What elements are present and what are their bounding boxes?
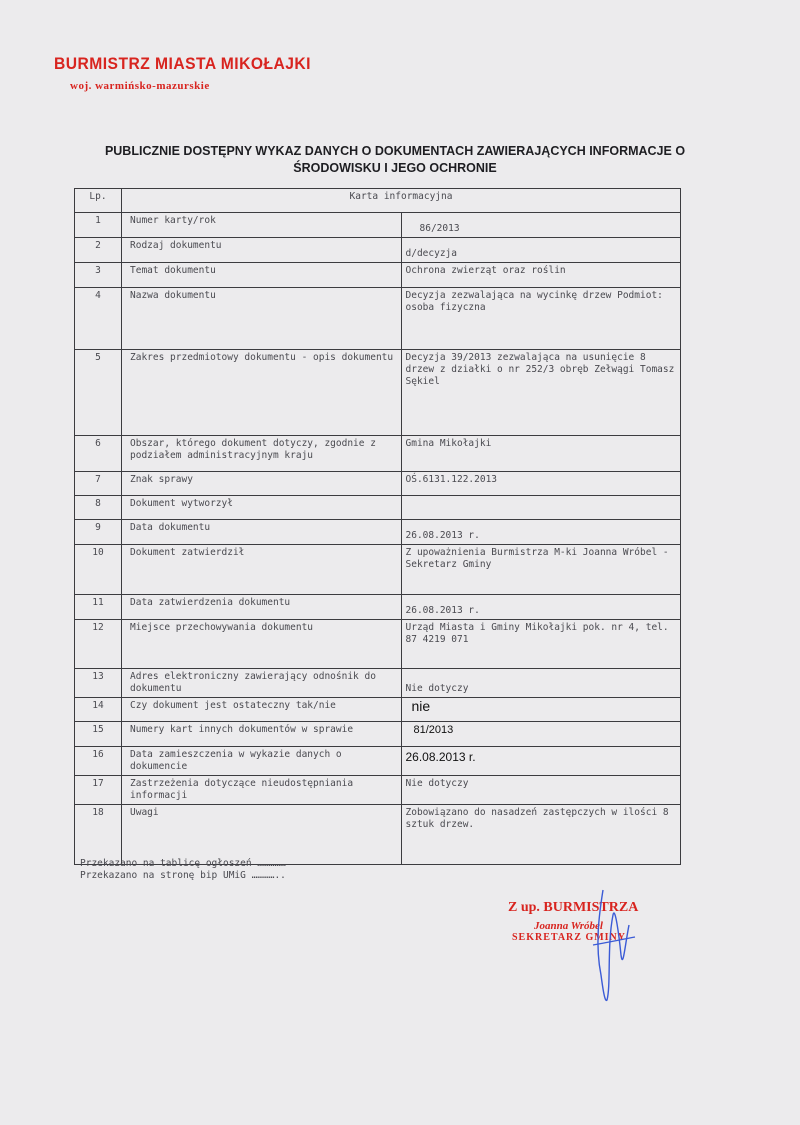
row-value: Z upoważnienia Burmistrza M-ki Joanna Wróbel - Sekretarz Gminy (401, 545, 681, 595)
row-value (401, 496, 681, 520)
table-row (75, 722, 681, 747)
row-value: 86/2013 (401, 213, 681, 238)
table-row (75, 776, 681, 805)
row-number: 10 (75, 545, 122, 595)
row-label: Miejsce przechowywania dokumentu (122, 620, 402, 669)
row-number: 2 (75, 238, 122, 263)
table-row (75, 805, 681, 865)
row-number: 5 (75, 350, 122, 436)
table-row (75, 545, 681, 595)
row-value: 26.08.2013 r. (401, 747, 681, 776)
stamp-line-2: woj. warmińsko-mazurskie (70, 80, 210, 92)
row-number: 3 (75, 263, 122, 288)
row-value: Decyzja 39/2013 zezwalająca na usunięcie 8 drzew z działki o nr 252/3 obręb Zełwągi Tomasz Sękiel (401, 350, 681, 436)
row-label: Nazwa dokumentu (122, 288, 402, 350)
row-value: d/decyzja (401, 238, 681, 263)
row-value: Decyzja zezwalająca na wycinkę drzew Podmiot: osoba fizyczna (401, 288, 681, 350)
table-row (75, 213, 681, 238)
row-number: 17 (75, 776, 122, 805)
row-number: 8 (75, 496, 122, 520)
row-number: 13 (75, 669, 122, 698)
footer-line-bip: Przekazano na stronę bip UMiG ………….. (80, 870, 286, 881)
footer-line-board: Przekazano na tablicę ogłoszeń …………… (80, 858, 286, 869)
row-label: Dokument zatwierdził (122, 545, 402, 595)
row-value: Ochrona zwierząt oraz roślin (401, 263, 681, 288)
row-label: Dokument wytworzył (122, 496, 402, 520)
row-label: Znak sprawy (122, 472, 402, 496)
table-row (75, 263, 681, 288)
row-value: Zobowiązano do nasadzeń zastępczych w ilości 8 sztuk drzew. (401, 805, 681, 865)
row-number: 15 (75, 722, 122, 747)
row-number: 9 (75, 520, 122, 545)
row-value: Urząd Miasta i Gminy Mikołajki pok. nr 4, tel. 87 4219 071 (401, 620, 681, 669)
row-label: Czy dokument jest ostateczny tak/nie (122, 698, 402, 722)
row-number: 7 (75, 472, 122, 496)
row-label: Numer karty/rok (122, 213, 402, 238)
row-label: Adres elektroniczny zawierający odnośnik do dokumentu (122, 669, 402, 698)
signature-stamp-line-2: Joanna Wróbel (534, 920, 603, 932)
row-label: Temat dokumentu (122, 263, 402, 288)
row-value: Gmina Mikołajki (401, 436, 681, 472)
row-number: 14 (75, 698, 122, 722)
handwritten-signature (585, 885, 645, 1010)
page-title: PUBLICZNIE DOSTĘPNY WYKAZ DANYCH O DOKUMENTACH ZAWIERAJĄCYCH INFORMACJE O ŚRODOWISKU I JEGO OCHRONIE (104, 144, 686, 175)
signature-stamp-line-3: SEKRETARZ GMINY (512, 932, 626, 943)
row-label: Zastrzeżenia dotyczące nieudostępniania informacji (122, 776, 402, 805)
table-row (75, 496, 681, 520)
row-value: nie (401, 698, 681, 722)
info-card-table (74, 188, 681, 865)
table-row (75, 350, 681, 436)
table-row (75, 620, 681, 669)
table-row (75, 436, 681, 472)
table-row (75, 288, 681, 350)
row-label: Data zatwierdzenia dokumentu (122, 595, 402, 620)
official-stamp-header (54, 54, 333, 92)
table-row (75, 747, 681, 776)
column-header-lp: Lp. (75, 189, 122, 213)
row-value: 26.08.2013 r. (401, 595, 681, 620)
row-value: OŚ.6131.122.2013 (401, 472, 681, 496)
row-number: 4 (75, 288, 122, 350)
row-label: Numery kart innych dokumentów w sprawie (122, 722, 402, 747)
row-number: 6 (75, 436, 122, 472)
row-label: Rodzaj dokumentu (122, 238, 402, 263)
row-value: Nie dotyczy (401, 669, 681, 698)
signature-stamp-line-1: Z up. BURMISTRZA (508, 900, 639, 915)
footer-notes (80, 858, 286, 882)
row-number: 1 (75, 213, 122, 238)
table-row (75, 698, 681, 722)
row-number: 11 (75, 595, 122, 620)
row-label: Data zamieszczenia w wykazie danych o dokumencie (122, 747, 402, 776)
row-number: 16 (75, 747, 122, 776)
column-header-card: Karta informacyjna (122, 189, 681, 213)
row-number: 12 (75, 620, 122, 669)
row-label: Obszar, którego dokument dotyczy, zgodnie z podziałem administracyjnym kraju (122, 436, 402, 472)
row-number: 18 (75, 805, 122, 865)
row-label: Uwagi (122, 805, 402, 865)
row-label: Zakres przedmiotowy dokumentu - opis dokumentu (122, 350, 402, 436)
row-value: Nie dotyczy (401, 776, 681, 805)
table-row (75, 520, 681, 545)
row-label: Data dokumentu (122, 520, 402, 545)
table-row (75, 669, 681, 698)
row-value: 81/2013 (401, 722, 681, 747)
table-row (75, 472, 681, 496)
table-row (75, 595, 681, 620)
stamp-line-1: BURMISTRZ MIASTA MIKOŁAJKI (54, 54, 311, 73)
table-row (75, 238, 681, 263)
row-value: 26.08.2013 r. (401, 520, 681, 545)
